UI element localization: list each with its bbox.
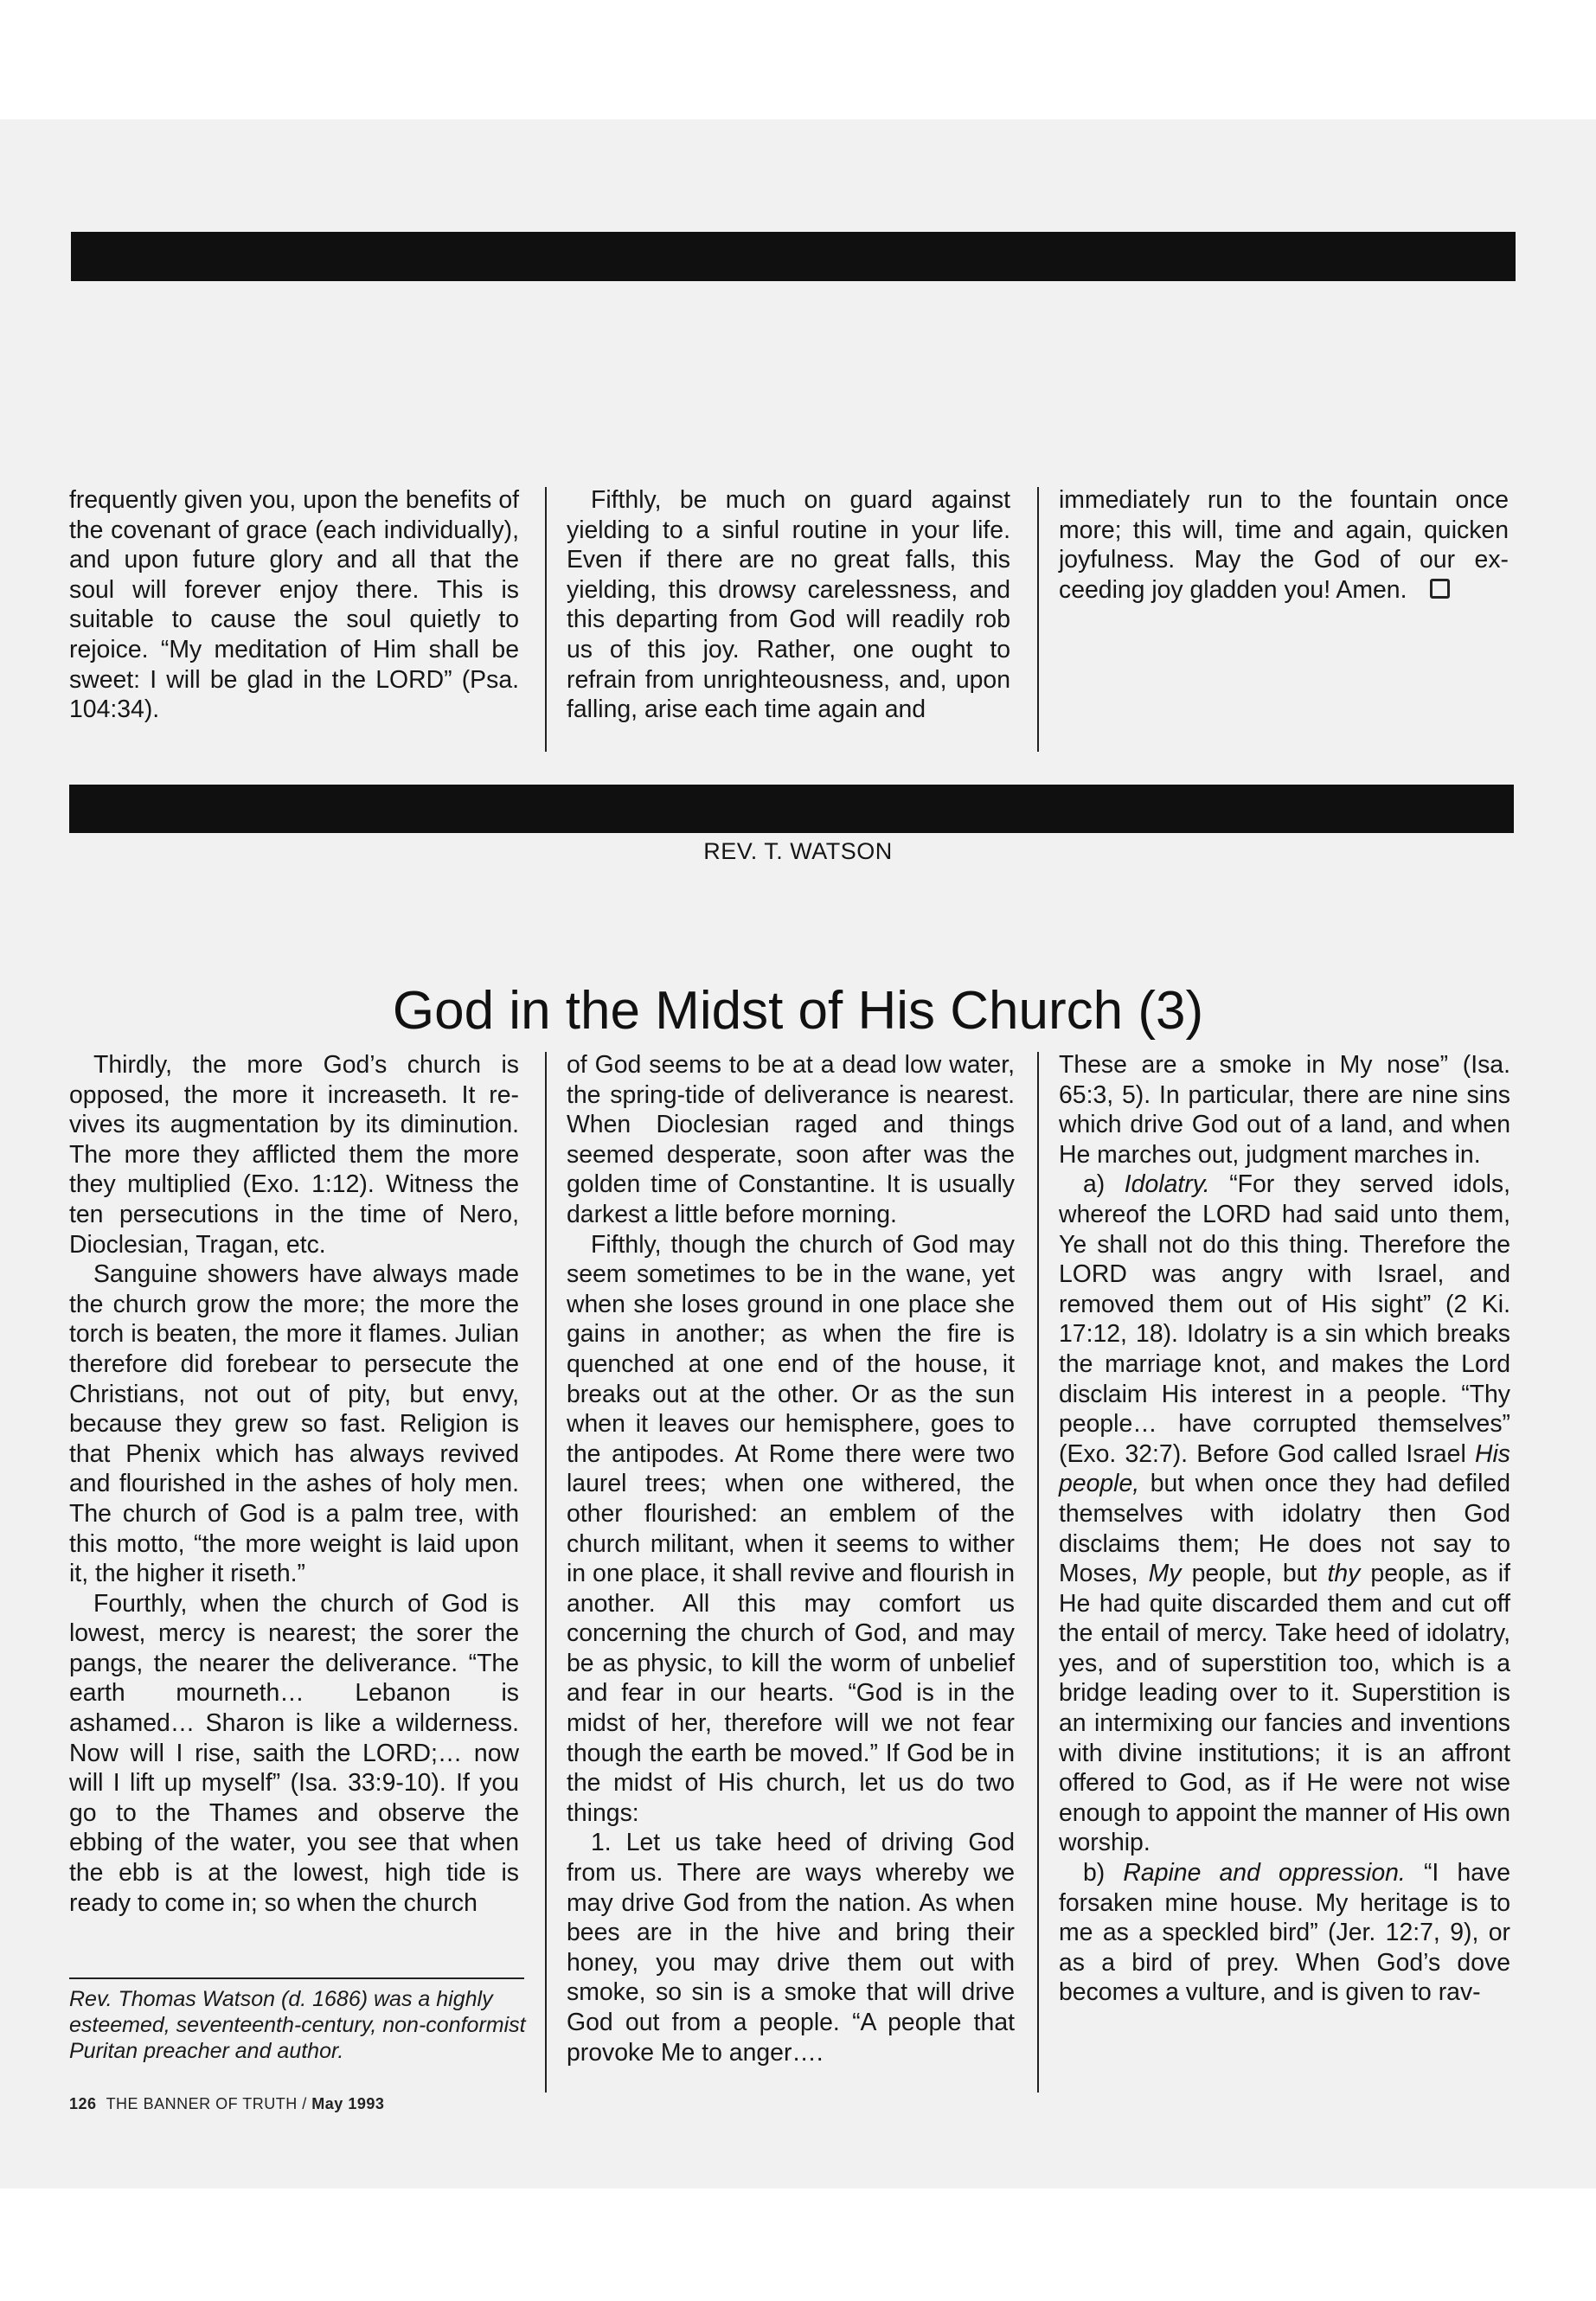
paragraph: Sanguine showers have always made the church grow the more; the more the torch is beaten, the more it flames. Julian therefore did forebear to persecute the Christians, not out of pity, but envy, because they grew so fast. Religion is that Phenix which has always revived and flourished in the ashes of holy men. The church of God is a palm tree, with this motto, “the more weight is laid upon it, the higher it riseth.” bbox=[69, 1260, 519, 1588]
paragraph: Thirdly, the more God’s church is opposed, the more it increaseth. It revives its augmentation by its diminution. The more they afflicted them the more they multiplied (Exo. 1:12). Witness the ten persecutions in the time of Nero, Dioclesian, Tragan, etc. bbox=[69, 1051, 519, 1259]
section-black-bar bbox=[69, 785, 1514, 833]
top-column-1 bbox=[69, 485, 519, 725]
paragraph: These are a smoke in My nose” (Isa. 65:3, 5). In particular, there are nine sins which drive God out of a land, and when He marches out, judgment marches in. bbox=[1059, 1051, 1510, 1169]
author-note: Rev. Thomas Watson (d. 1686) was a highly esteemed, seventeenth-century, non-conformist Puritan preacher and author. bbox=[69, 1987, 526, 2063]
end-of-article-mark bbox=[1430, 579, 1450, 599]
column-divider bbox=[545, 487, 547, 752]
top-column-1-text: frequently given you, upon the benefits of the covenant of grace (each individually), and upon future glory and all that the soul will forever enjoy there. This is suitable to cause the soul quietly to rejoice. “My meditation of Him shall be sweet: I will be glad in the LORD” (Psa. 104:34). bbox=[69, 486, 519, 724]
article-title: God in the Midst of His Church (3) bbox=[392, 981, 1204, 1041]
top-column-3-text: immediately run to the fountain once more; this will, time and again, quicken joyfulness. May the God of our exceeding joy gladden you! Amen. bbox=[1059, 486, 1509, 604]
top-column-2-text: Fifthly, be much on guard against yielding to a sinful routine in your life. Even if there are no great falls, this yielding, this drowsy carelessness, and this departing from God will readily rob us of this joy. Rather, one ought to refrain from unrighteousness, and, upon falling, arise each time again and bbox=[567, 486, 1010, 724]
footnote-rule bbox=[69, 1977, 524, 1979]
paragraph: Fifthly, though the church of God may seem sometimes to be in the wane, yet when she loses ground in one place she gains in another; as when the fire is quenched at one end of the house, it breaks out at the other. Or as the sun when it leaves our hemisphere, goes to the antipodes. At Rome there were two laurel trees; when one withered, the other flourished: an emblem of the church militant, when it seems to wither in one place, it shall revive and flourish in another. All this may comfort us concerning the church of God, and may be as physic, to kill the worm of unbelief and fear in our hearts. “God is in the midst of her, therefore will we not fear though the earth be moved.” If God be in the midst of His church, let us do two things: bbox=[567, 1230, 1015, 1827]
paragraph: of God seems to be at a dead low water, the spring-tide of deliverance is nearest. When Dioclesian raged and things seemed desperate, soon after was the golden time of Constantine. It is usually darkest a little before morning. bbox=[567, 1051, 1015, 1228]
paragraph: Fourthly, when the church of God is lowest, mercy is nearest; the sorer the pangs, the nearer the deliverance. “The earth mourneth… Lebanon is ashamed… Sharon is like a wilderness. Now will I rise, saith the LORD;… now will I lift up myself” (Isa. 33:9-10). If you go to the Thames and observe the ebbing of the water, you see that when the ebb is at the lowest, high tide is ready to come in; so when the church bbox=[69, 1589, 519, 1917]
publication-name: THE BANNER OF TRUTH bbox=[106, 2095, 298, 2112]
top-column-3 bbox=[1059, 485, 1509, 605]
page-footer: 126 THE BANNER OF TRUTH / May 1993 bbox=[69, 2095, 385, 2112]
section-heading: Idolatry. bbox=[1124, 1170, 1210, 1199]
top-black-bar bbox=[71, 232, 1516, 281]
article-byline: REV. T. WATSON bbox=[703, 838, 893, 864]
article-column-3 bbox=[1059, 1050, 1510, 2008]
list-label: a) bbox=[1083, 1170, 1106, 1199]
column-divider bbox=[1037, 487, 1039, 752]
paragraph-idolatry: a) Idolatry. “For they served idols, whereof the LORD had said unto them, Ye shall not do this thing. Therefore the LORD was angry with Israel, and removed them out of His sight” (2 Ki. 17:12, 18). Idolatry is a sin which breaks the marriage knot, and makes the Lord disclaim His interest in a people. “Thy people… have corrupted themselves” (Exo. 32:7). Before God called Israel His people, but when once they had defiled themselves with idolatry then God disclaims them; He does not say to Moses, My people, but thy people, as if He had quite discarded them and cut off the entail of mercy. Take heed of idolatry, yes, and of superstition too, which is a bridge leading over to it. Superstition is an intermixing our fancies and inventions with divine institutions; it is an affront offered to God, as if He were not wise enough to appoint the manner of His own worship. bbox=[1059, 1170, 1511, 1857]
article-column-2 bbox=[567, 1050, 1015, 2067]
issue-date: May 1993 bbox=[311, 2095, 385, 2112]
section-heading: Rapine and oppression. bbox=[1123, 1859, 1406, 1888]
article-column-1 bbox=[69, 1050, 519, 1918]
column-divider bbox=[1037, 1052, 1039, 2093]
page-number: 126 bbox=[69, 2095, 97, 2112]
paragraph-rapine: b) Rapine and oppression. “I have forsaken mine house. My heritage is to me as a speckled bird” (Jer. 12:7, 9), or as a bird of prey. When God’s dove becomes a vulture, and is given to rav- bbox=[1059, 1859, 1511, 2007]
list-label: b) bbox=[1083, 1859, 1106, 1888]
paragraph: 1. Let us take heed of driving God from us. There are ways whereby we may drive God from the nation. As when bees are in the hive and bring their honey, you may drive them out with smoke, so sin is a smoke that will drive God out from a people. “A people that provoke Me to anger…. bbox=[567, 1829, 1015, 2067]
top-column-2 bbox=[567, 485, 1010, 725]
column-divider bbox=[545, 1052, 547, 2093]
